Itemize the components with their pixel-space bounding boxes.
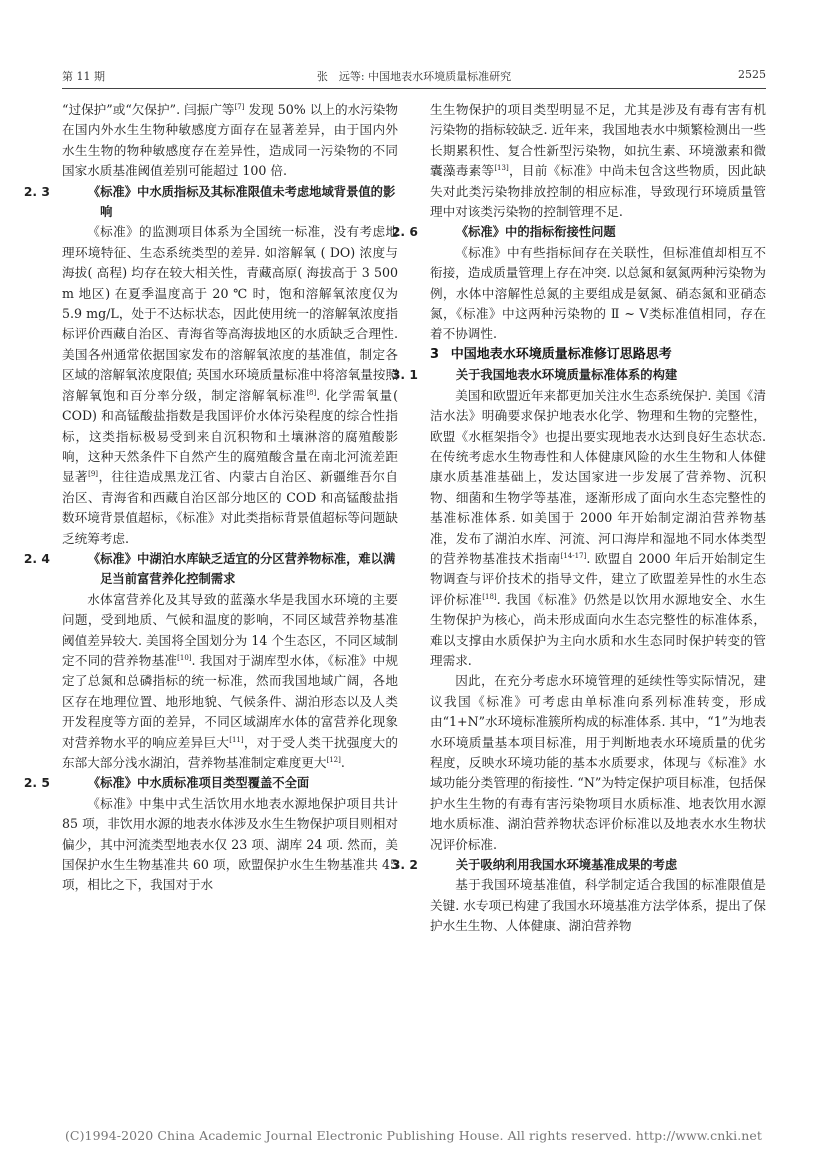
left-column [23, 100, 399, 896]
text-run: 《标准》的监测项目体系为全国统一标准，没有考虑地理环境特征、生态系统类型的差异. 如溶解氧 ( DO) 浓度与海拔( 高程) 均存在较大相关性，青藏高原( 海拔高于 3 500 m 地区) 在夏季温度高于 20 ℃ 时，饱和溶解氧浓度仅为 5.9 mg/L，处于不达标状态，因此使用统一的溶解氧浓度指标评价西藏自治区、青海省等高海拔地区的水质缺乏合理性. 美国各州通常依据国家发布的溶解氧浓度的基准值，制定各区域的溶解氧浓度限值; 英国水环境质量标准中将溶氧量按照溶解氧饱和百分率分级，制定溶解氧标准 [62, 224, 398, 403]
text-run: . [340, 755, 345, 770]
heading-number: 3. 2 [391, 858, 418, 873]
subsection-heading [23, 549, 398, 590]
running-title: 张 远等: 中国地表水环境质量标准研究 [316, 70, 512, 83]
text-run: “过保护”或“欠保护”. 闫振广等 [62, 102, 235, 117]
citation-ref: [12] [326, 755, 341, 764]
paragraph [430, 100, 766, 222]
issue-number: 第 11 期 [62, 70, 105, 83]
text-run: ，对于受人类干扰强度大的东部大部分浅水湖泊，营养物基准制定难度更大 [62, 734, 399, 770]
citation-ref: [9] [88, 470, 99, 479]
copyright-footer: (C)1994-2020 China Academic Journal Electronic Publishing House. All rights reserved. http://www.cnki.net [64, 1128, 763, 1143]
subsection-heading [391, 855, 766, 875]
subsection-heading [23, 182, 398, 223]
paragraph [430, 875, 766, 936]
page-number: 2525 [738, 68, 766, 81]
subsection-heading [23, 773, 398, 793]
citation-ref: [10] [177, 653, 192, 662]
text-run: 《标准》中集中式生活饮用水地表水源地保护项目共计 85 项，非饮用水源的地表水体涉及水生生物保护项目则相对偏少，其中河流类型地表水仅 23 项、湖库 24 项. 然而，美国保护水生生物基准共 60 项，欧盟保护水生生物基准共 45 项，相比之下，我国对于水 [62, 795, 398, 893]
text-run: 发现 50% 以上的水污染物在国内外水生生物种敏感度方面存在显著差异，由于国内外水生生物的物种敏感度存在差异性，造成同一污染物的不同国家水质基准阈值差别可能超过 100 倍. [62, 102, 398, 179]
heading-text: 关于我国地表水环境质量标准体系的构建 [455, 368, 678, 383]
paragraph [430, 386, 766, 672]
heading-number: 2. 6 [391, 225, 418, 240]
text-run: ，目前《标准》中尚未包含这些物质，因此缺失对此类污染物排放控制的相应标准，导致现行环境质量管理中对该类污染物的控制管理不足. [430, 163, 767, 220]
running-header [62, 66, 766, 86]
citation-ref: [11] [229, 735, 244, 744]
heading-text: 《标准》中水质标准项目类型覆盖不全面 [87, 776, 310, 791]
citation-ref: [18] [482, 592, 497, 601]
text-run: . 欧盟自 2000 年后开始制定生物调查与评价技术的指导文件，建立了欧盟差异性的水生态评价标准 [430, 550, 766, 607]
paragraph [62, 100, 398, 182]
header-rule [62, 88, 766, 89]
text-run: 基于我国环境基准值，科学制定适合我国的标准限值是关键. 水专项已构建了我国水环境基准方法学体系，提出了保护水生生物、人体健康、湖泊营养物 [430, 877, 766, 934]
citation-ref: [14-17] [560, 551, 587, 560]
right-column [391, 100, 767, 937]
heading-text: 《标准》中水质指标及其标准限值未考虑地域背景值的影响 [87, 184, 396, 220]
paragraph [62, 590, 398, 774]
paragraph [430, 671, 766, 855]
heading-text: 《标准》中湖泊水库缺乏适宜的分区营养物标准，难以满足当前富营养化控制需求 [87, 551, 396, 587]
text-run: 生生物保护的项目类型明显不足，尤其是涉及有毒有害有机污染物的指标较缺乏. 近年来，我国地表水中频繁检测出一些长期累积性、复合性新型污染物，如抗生素、环境激素和微囊藻毒素等 [430, 102, 766, 179]
citation-ref: [8] [306, 388, 317, 397]
heading-number: 2. 3 [23, 184, 50, 199]
text-run: 因此，在充分考虑水环境管理的延续性等实际情况，建议我国《标准》可考虑由单标准向系列标准转变，形成由“1+N”水环境标准簇所构成的标准体系. 其中，“1”为地表水环境质量基本项目标准，用于判断地表水环境质量的优劣程度，反映水环境功能的基本水质要求，体现与《标准》水域功能分类管理的衔接性. “N”为特定保护项目标准，包括保护水生生物的有毒有害污染物项目水质标准、地表饮用水源地水质标准、湖泊营养物状态评价标准以及地表水水生物状况评价标准. [430, 673, 766, 852]
text-run: . 化学需氧量( COD) 和高锰酸盐指数是我国评价水体污染程度的综合性指标，这类指标极易受到来自沉积物和土壤淋溶的腐殖酸影响，这种天然条件下自然产生的腐殖酸含量在南北河流差距显著 [62, 387, 398, 485]
text-run: 水体富营养化及其导致的蓝藻水华是我国水环境的主要问题，受到地质、气候和温度的影响，不同区域营养物基准阈值差异较大. 美国将全国划分为 14 个生态区，不同区域制定不同的营养物基准 [62, 591, 398, 668]
paragraph [430, 243, 766, 345]
heading-number: 2. 4 [23, 551, 50, 566]
citation-ref: [7] [234, 102, 245, 111]
heading-text: 中国地表水环境质量标准修订思路思考 [450, 346, 672, 362]
paragraph [62, 794, 398, 896]
section-heading [430, 345, 766, 365]
subsection-heading [391, 365, 766, 385]
text-run: . 我国对于湖库型水体，《标准》中规定了总氮和总磷指标的统一标准，然而我国地域广阔，各地区存在地理位置、地形地貌、气候条件、湖泊形态以及人类开发程度等方面的差异，不同区域湖库水体的富营养化现象对营养物水平的响应差异巨大 [62, 652, 398, 750]
paragraph [62, 222, 398, 549]
heading-text: 《标准》中的指标衔接性问题 [455, 225, 616, 240]
subsection-heading [391, 222, 766, 242]
text-run: ，往往造成黑龙江省、内蒙古自治区、新疆维吾尔自治区、青海省和西藏自治区部分地区的 COD 和高锰酸盐指数环境背景值超标，《标准》对此类指标背景值超标等问题缺乏统筹考虑. [62, 469, 399, 546]
citation-ref: [13] [494, 164, 509, 173]
text-run: 美国和欧盟近年来都更加关注水生态系统保护. 美国《清洁水法》明确要求保护地表水化学、物理和生物的完整性，欧盟《水框架指令》也提出要实现地表水达到良好生态状态. 在传统考虑水生物毒性和人体健康风险的水生生物和人体健康水质基准基础上，发达国家进一步发展了营养物、沉积物、细菌和生物学等基准，逐渐形成了面向水生态完整性的基准标准体系. 如美国于 2000 年开始制定湖泊营养物基准，发布了湖泊水库、河流、河口海岸和湿地不同水体类型的营养物基准技术指南 [430, 387, 766, 566]
heading-number: 3 [430, 346, 440, 362]
heading-text: 关于吸纳利用我国水环境基准成果的考虑 [455, 858, 678, 873]
heading-number: 2. 5 [23, 776, 50, 791]
heading-number: 3. 1 [391, 368, 418, 383]
text-run: 《标准》中有些指标间存在关联性，但标准值却相互不衔接，造成质量管理上存在冲突. 以总氮和氨氮两种污染物为例，水体中溶解性总氮的主要组成是氨氮、硝态氮和亚硝态氮，《标准》中这两种污染物的 Ⅱ ~ Ⅴ类标准值相同，存在着不协调性. [430, 244, 766, 342]
text-run: . 我国《标准》仍然是以饮用水源地安全、水生生物保护为核心，尚未形成面向水生态完整性的标准体系，难以支撑由水质保护为主向水质和水生态同时保护转变的管理需求. [430, 591, 767, 668]
